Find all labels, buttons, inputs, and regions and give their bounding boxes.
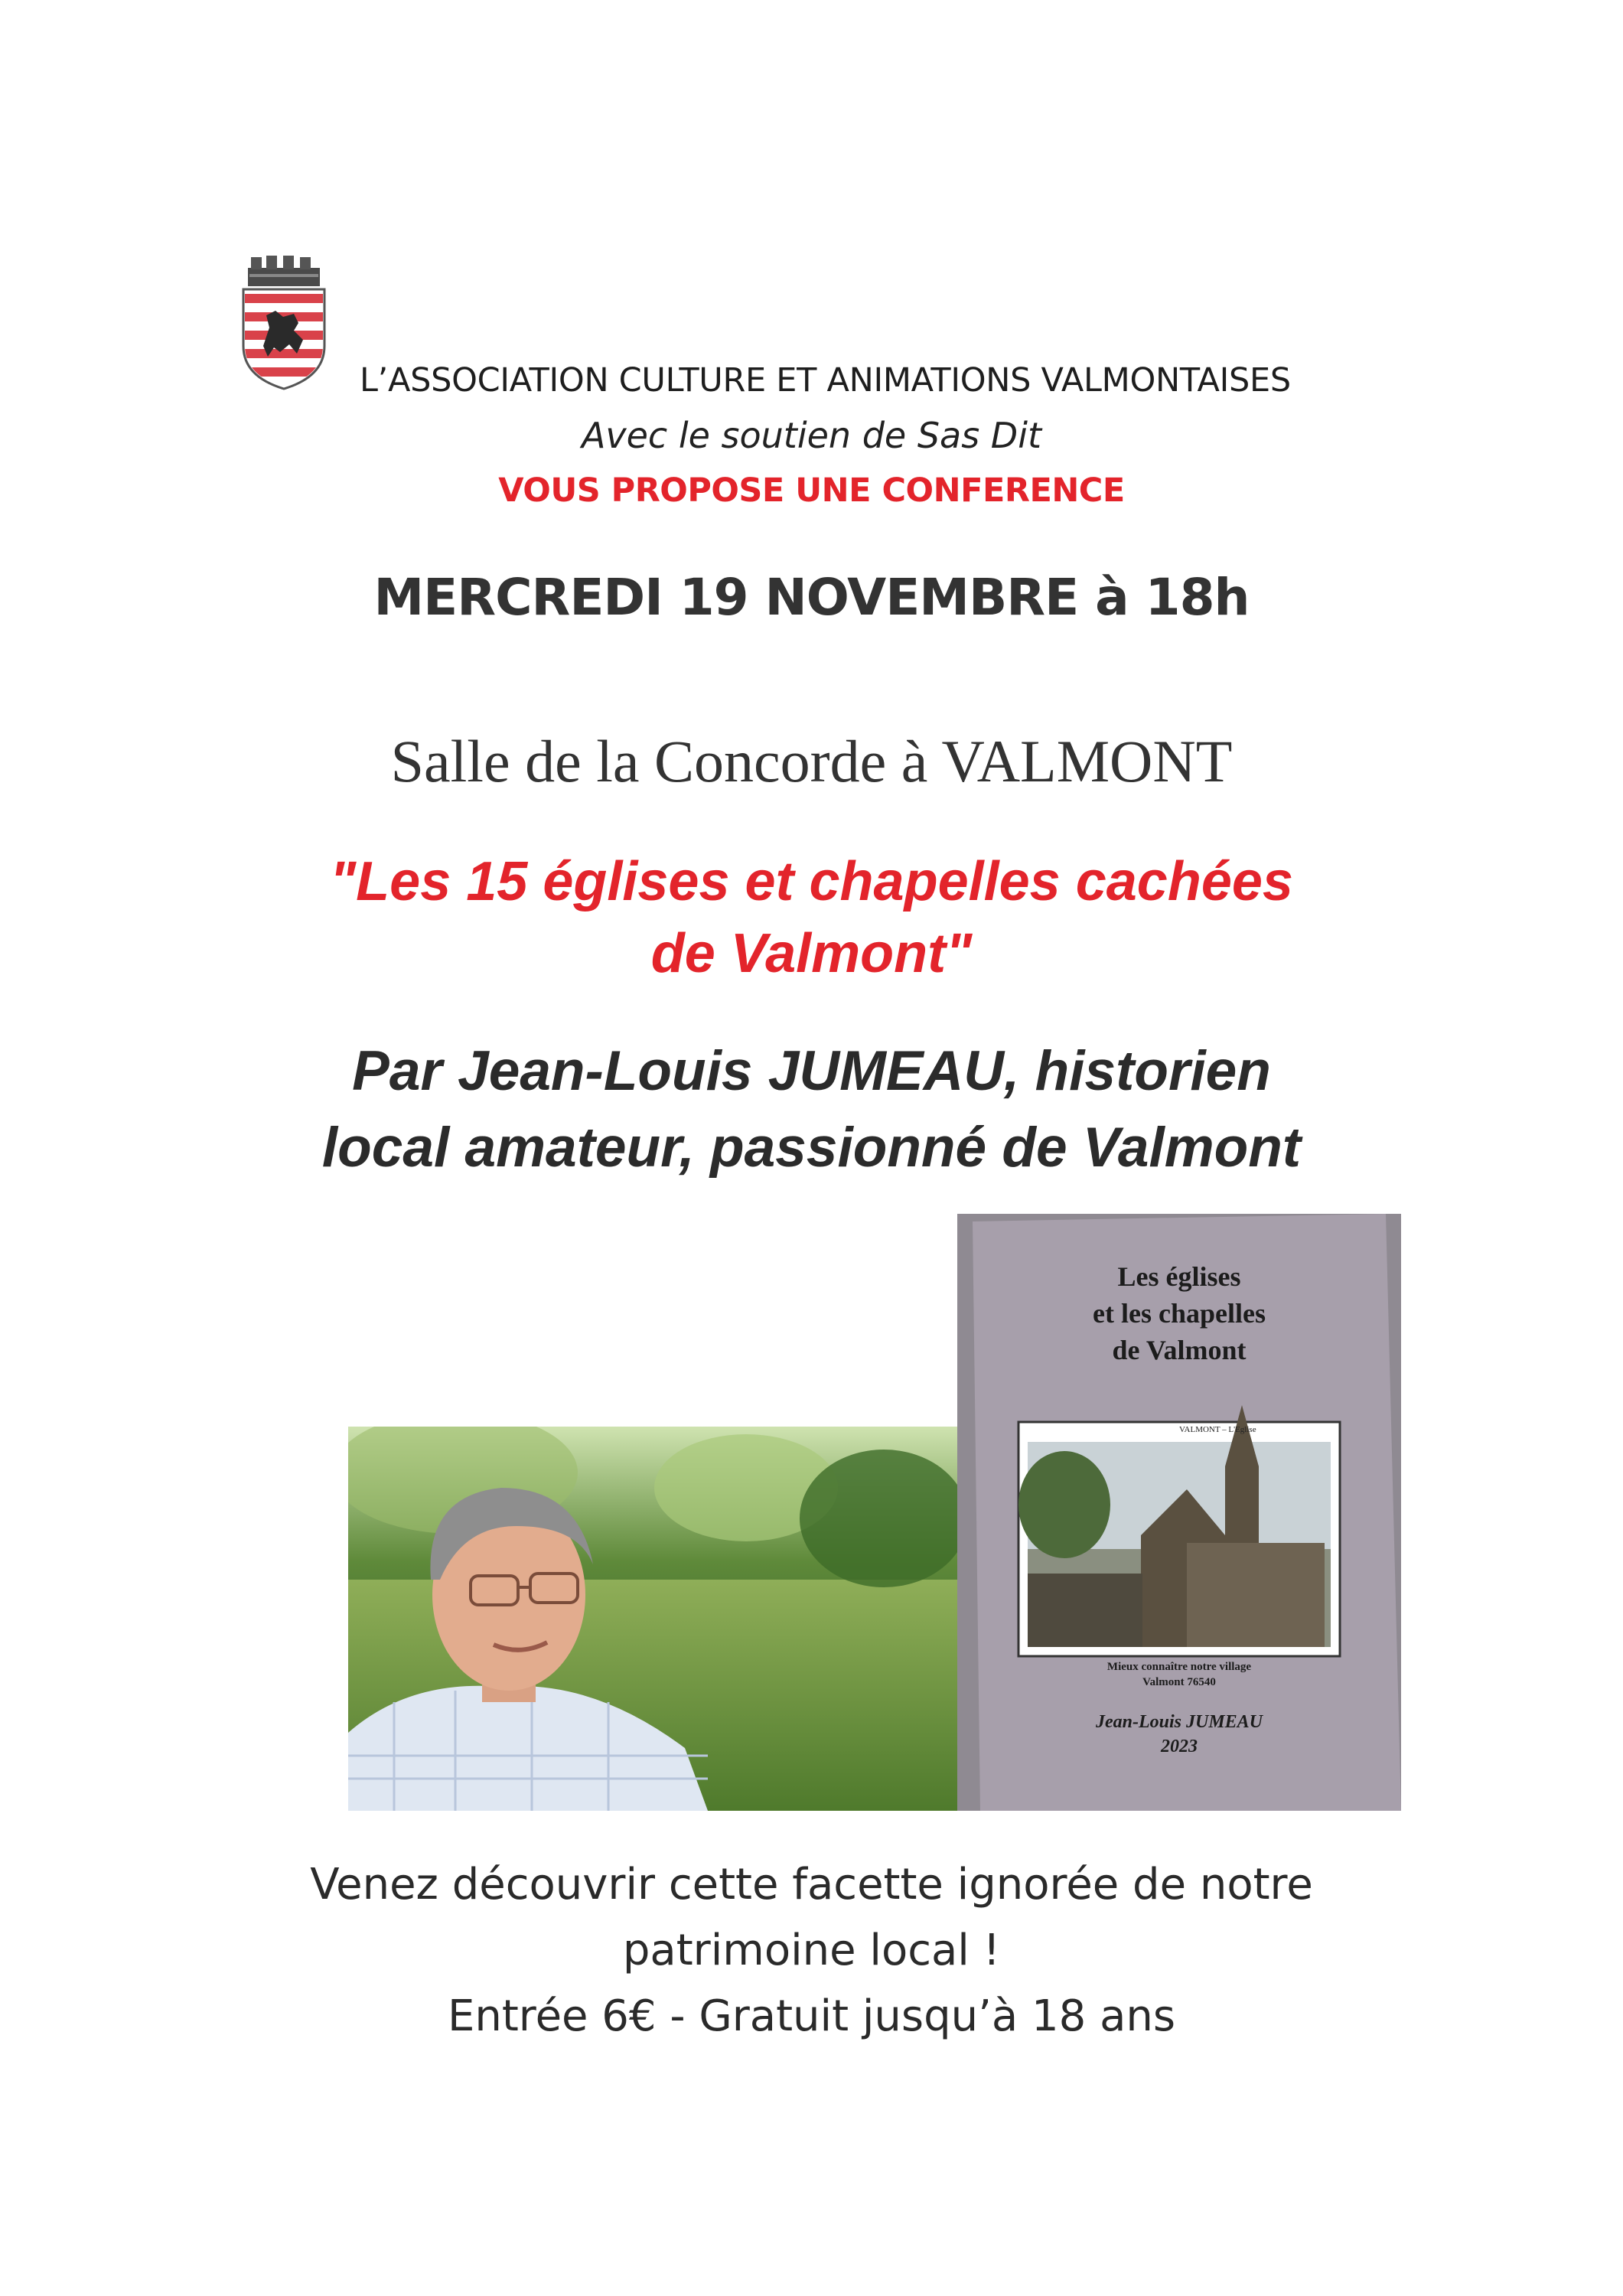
conference-title: [0, 846, 1623, 990]
conference-announcement: VOUS PROPOSE UNE CONFERENCE: [498, 471, 1125, 510]
coat-of-arms-logo: [240, 254, 328, 390]
book-photo-caption: VALMONT – L'Eglise: [1179, 1425, 1256, 1434]
speaker-photo: [348, 1427, 957, 1811]
book-subtitle-line-1: Mieux connaître notre village: [1106, 1661, 1252, 1673]
book-title-line-3: de Valmont: [1112, 1335, 1247, 1365]
book-subtitle-line-2: Valmont 76540: [1142, 1676, 1216, 1688]
association-name: L’ASSOCIATION CULTURE ET ANIMATIONS VALMONTAISES: [360, 361, 1291, 400]
speaker-line-2: local amateur, passionné de Valmont: [321, 1117, 1302, 1179]
speaker-description: [0, 1033, 1623, 1186]
book-title-line-2: et les chapelles: [1093, 1298, 1266, 1329]
book-title-line-1: Les églises: [1117, 1261, 1241, 1292]
invitation-line-1: Venez découvrir cette facette ignorée de notre: [310, 1860, 1313, 1910]
sponsor-line: Avec le soutien de Sas Dit: [581, 415, 1042, 456]
conference-title-line-2: de Valmont": [650, 923, 973, 984]
speaker-line-1: Par Jean-Louis JUMEAU, historien: [352, 1040, 1271, 1102]
book-cover-image: [957, 1214, 1401, 1811]
admission-price: Entrée 6€ - Gratuit jusqu’à 18 ans: [447, 1991, 1176, 2041]
event-date: MERCREDI 19 NOVEMBRE à 18h: [373, 568, 1250, 627]
book-author: Jean-Louis JUMEAU: [1095, 1712, 1263, 1732]
invitation-line-2: patrimoine local !: [622, 1926, 1001, 1975]
conference-title-line-1: "Les 15 églises et chapelles cachées: [330, 851, 1293, 912]
book-year: 2023: [1161, 1737, 1198, 1756]
invitation-text: [0, 1852, 1623, 2050]
event-venue: Salle de la Concorde à VALMONT: [390, 728, 1233, 794]
